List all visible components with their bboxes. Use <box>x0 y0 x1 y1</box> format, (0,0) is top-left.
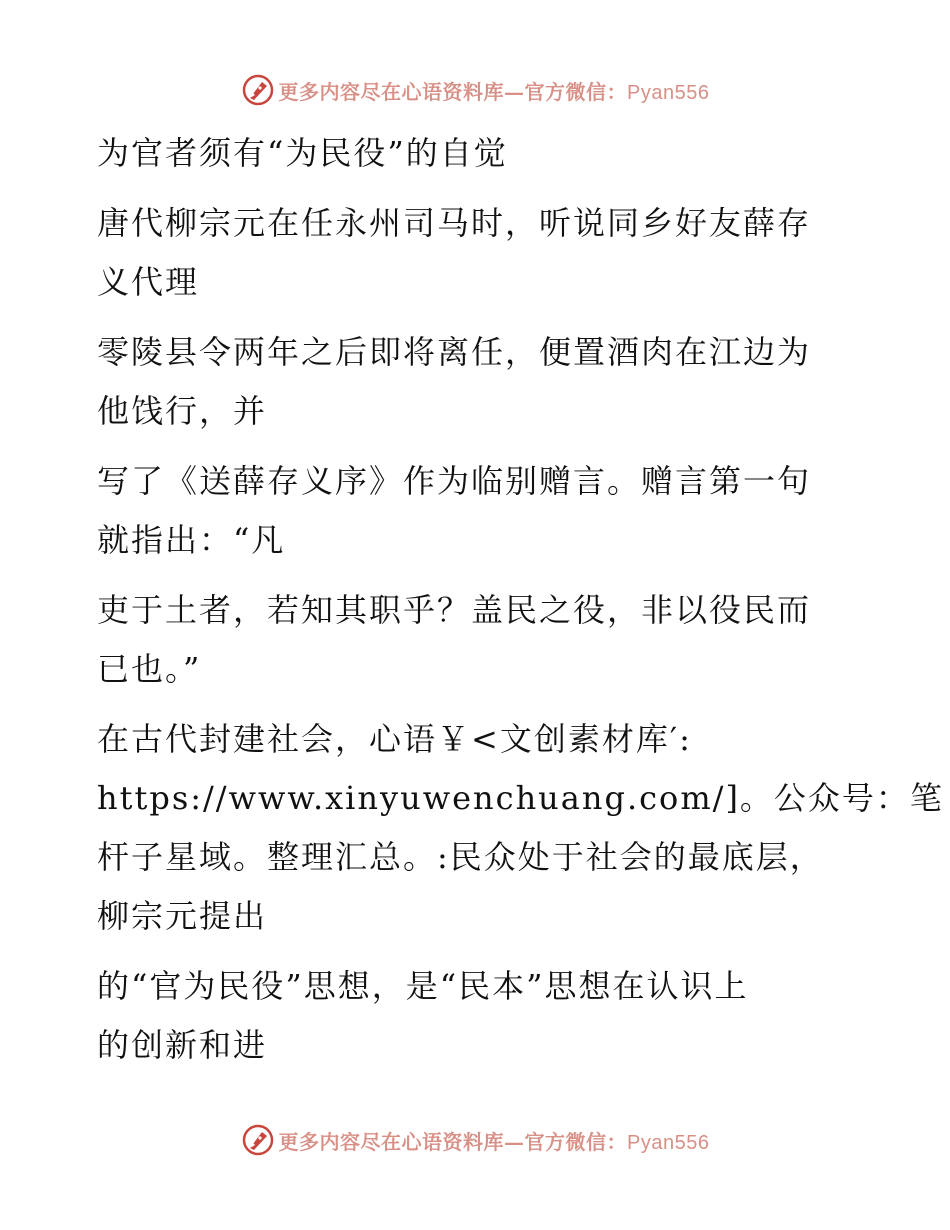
text-line: 的创新和进 <box>97 1026 268 1064</box>
text-line: 义代理 <box>97 263 200 301</box>
paragraph <box>97 957 857 1075</box>
pen-nib-logo-icon <box>241 73 275 107</box>
text-line: 他饯行，并 <box>97 392 268 430</box>
watermark-text: 更多内容尽在心语资料库—官方微信：Pyan556 <box>278 79 710 104</box>
url-line: https://www.xinyuwenchuang.com/]。公众号：笔 <box>97 779 944 817</box>
watermark-handle: Pyan556 <box>627 1131 710 1154</box>
watermark-handle: Pyan556 <box>627 81 710 104</box>
text-line: 的“官为民役”思想，是“民本”思想在认识上 <box>97 967 749 1005</box>
paragraph-title <box>97 124 857 183</box>
watermark-text: 更多内容尽在心语资料库—官方微信：Pyan556 <box>278 1129 710 1154</box>
paragraph <box>97 194 857 312</box>
paragraph <box>97 323 857 441</box>
text-line: 零陵县令两年之后即将离任，便置酒肉在江边为 <box>97 333 812 371</box>
paragraph <box>97 452 857 570</box>
text-line: 柳宗元提出 <box>97 897 268 935</box>
text-line: 唐代柳宗元在任永州司马时，听说同乡好友薛存 <box>97 204 812 242</box>
pen-nib-logo-icon <box>241 1123 275 1157</box>
text-line: 为官者须有“为民役”的自觉 <box>97 134 508 172</box>
paragraph <box>97 710 944 946</box>
header-watermark-banner <box>0 70 950 110</box>
paragraph <box>97 581 857 699</box>
text-line: 吏于土者，若知其职乎？盖民之役，非以役民而 <box>97 591 812 629</box>
text-line: 就指出：“凡 <box>97 521 286 559</box>
text-line: 已也。” <box>97 650 202 688</box>
text-line: 写了《送薛存义序》作为临别赠言。赠言第一句 <box>97 462 812 500</box>
document-body <box>97 124 944 1086</box>
text-line: 杆子星域。整理汇总。:民众处于社会的最底层， <box>97 838 824 876</box>
text-line: 在古代封建社会，心语￥<文创素材库′: <box>97 720 692 758</box>
footer-watermark-banner <box>0 1120 950 1160</box>
